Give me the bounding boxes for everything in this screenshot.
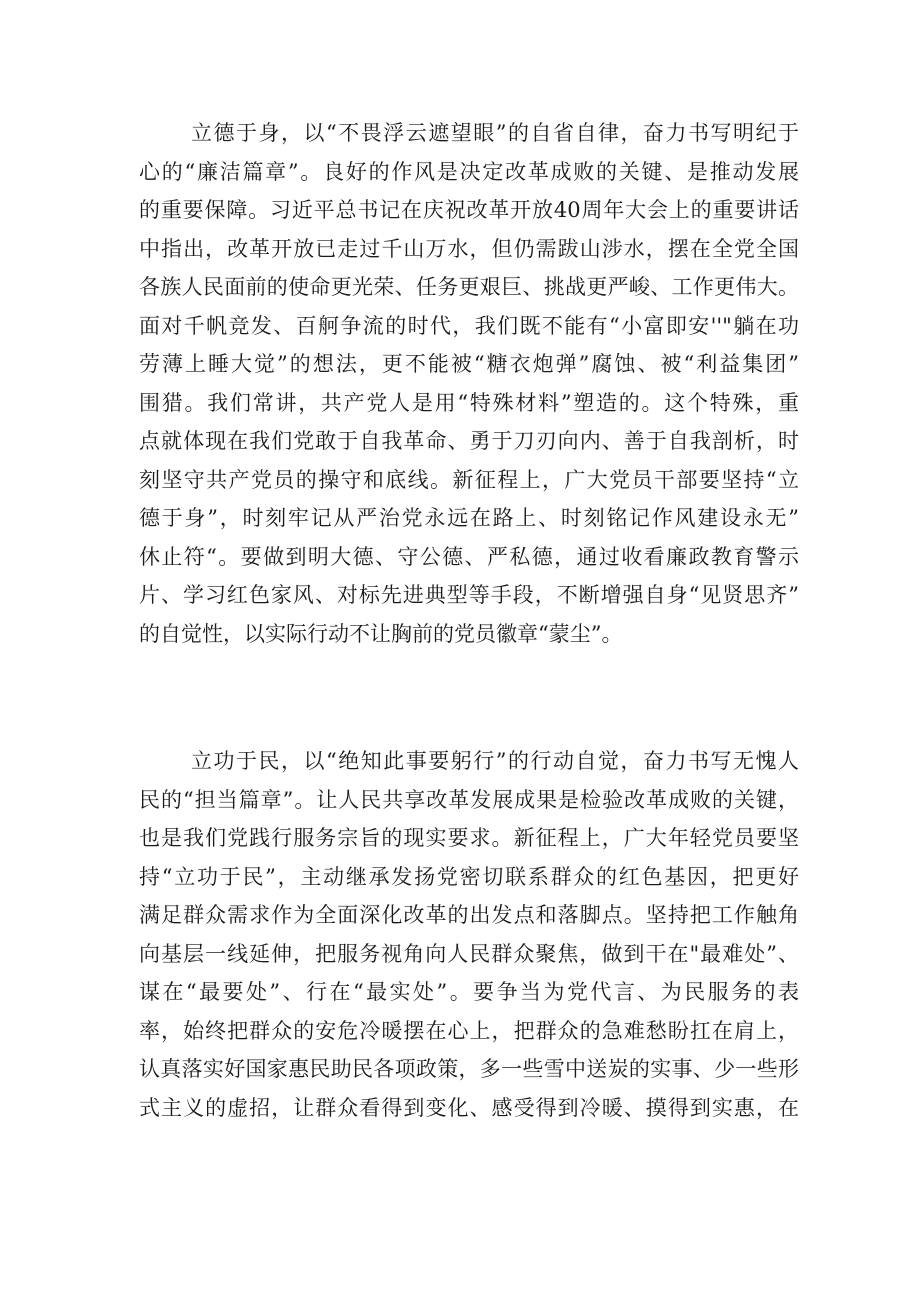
- text-line: 休止符“。要做到明大德、守公德、严私德，通过收看廉政教育警示: [139, 544, 799, 569]
- text-line: 向基层一线延伸，把服务视角向人民群众聚焦，做到干在"最难处”、: [139, 941, 799, 966]
- text-line: 持“立功于民”，主动继承发扬党密切联系群众的红色基因，把更好: [139, 864, 799, 889]
- text-line: 认真落实好国家惠民助民各项政策，多一些雪中送炭的实事、少一些形: [139, 1057, 799, 1081]
- text-line: 点就体现在我们党敢于自我革命、勇于刀刃向内、善于自我剖析，时: [139, 429, 799, 453]
- text-line: 心的“廉洁篇章”。良好的作风是决定改革成败的关键、是推动发展: [139, 159, 799, 184]
- text-line: 围猎。我们常讲，共产党人是用“特殊材料”塑造的。这个特殊，重: [139, 390, 799, 415]
- text-line: 的重要保障。习近平总书记在庆祝改革开放40周年大会上的重要讲话: [139, 198, 799, 222]
- text-line: 劳薄上睡大觉”的想法，更不能被“糖衣炮弹”腐蚀、被“利益集团”: [139, 352, 799, 376]
- text-line: 立德于身，以“不畏浮云遮望眼”的自省自律，奋力书写明纪于: [191, 121, 799, 145]
- text-line: 率，始终把群众的安危冷暖摆在心上，把群众的急难愁盼扛在肩上，: [139, 1018, 799, 1043]
- text-line: 的自觉性，以实际行动不让胸前的党员徽章“蒙尘”。: [139, 621, 623, 646]
- text-line: 刻坚守共产党员的操守和底线。新征程上，广大党员干部要坚持“立: [139, 467, 799, 492]
- text-line: 民的“担当篇章”。让人民共享改革发展成果是检验改革成败的关键，: [139, 787, 799, 812]
- text-line: 也是我们党践行服务宗旨的现实要求。新征程上，广大年轻党员要坚: [139, 826, 799, 850]
- paragraph-lide-yushen: [139, 114, 799, 653]
- text-line: 满足群众需求作为全面深化改革的出发点和落脚点。坚持把工作触角: [139, 903, 799, 927]
- paragraph-ligong-yumin: [139, 742, 799, 1127]
- text-line: 片、学习红色家风、对标先进典型等手段，不断增强自身“见贤思齐”: [139, 583, 799, 607]
- text-line: 各族人民面前的使命更光荣、任务更艰巨、挑战更严峻、工作更伟大。: [139, 275, 799, 299]
- text-line: 德于身”，时刻牢记从严治党永远在路上、时刻铭记作风建设永无”: [139, 506, 799, 530]
- text-line: 谋在“最要处”、行在“最实处”。要争当为党代言、为民服务的表: [139, 980, 799, 1004]
- text-line: 中指出，改革开放已走过千山万水，但仍需跋山涉水，摆在全党全国: [139, 236, 799, 261]
- text-line: 立功于民，以“绝知此事要躬行”的行动自觉，奋力书写无愧人: [191, 749, 799, 773]
- text-line: 面对千帆竞发、百舸争流的时代，我们既不能有“小富即安''"躺在功: [139, 313, 799, 338]
- text-line: 式主义的虚招，让群众看得到变化、感受得到冷暖、摸得到实惠，在: [139, 1095, 799, 1120]
